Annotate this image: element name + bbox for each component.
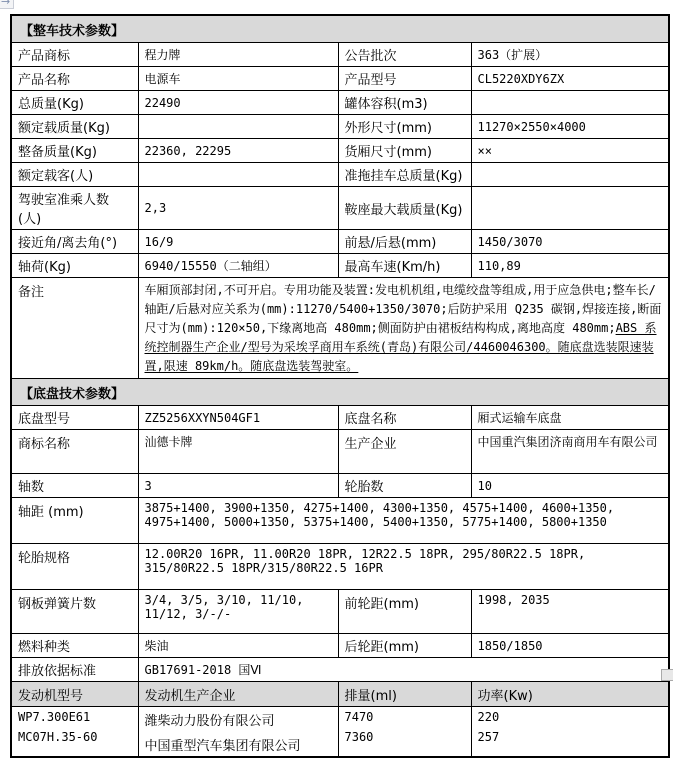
param-value: 22490 — [138, 91, 338, 115]
engine-col-header-displacement: 排量(ml) — [338, 682, 471, 707]
engine-displacement: 7360 — [344, 730, 374, 744]
table-row — [11, 379, 669, 406]
engine-power: 257 — [477, 730, 500, 744]
section-header-vehicle: 【整车技术参数】 — [11, 15, 669, 43]
spec-sheet — [10, 14, 670, 758]
param-value: 厢式运输车底盘 — [471, 406, 669, 430]
param-label: 燃料种类 — [11, 634, 138, 658]
param-value: 电源车 — [138, 67, 338, 91]
engine-data-rows — [11, 707, 669, 758]
remark-text — [138, 278, 669, 379]
param-value: 22360, 22295 — [138, 139, 338, 163]
table-row — [11, 163, 669, 187]
param-value — [138, 115, 338, 139]
param-label: 公告批次 — [338, 43, 471, 67]
param-label: 排放依据标准 — [11, 658, 138, 682]
remark-text-underlined: ABS 系统控制器生产企业/型号为采埃孚商用车系统(青岛)有限公司/4460046300。随底盘选装限速装置,限速 89km/h。随底盘选装驾驶室。 — [144, 321, 657, 373]
param-value: 中国重汽集团济南商用车有限公司 — [471, 430, 669, 474]
table-row — [11, 187, 669, 230]
engine-model-cell — [11, 707, 138, 758]
param-value: 110,89 — [471, 254, 669, 278]
param-value: 12.00R20 16PR, 11.00R20 18PR, 12R22.5 18PR, 295/80R22.5 18PR, 315/80R22.5 18PR/315/80R22.5 16PR — [138, 544, 669, 590]
table-row — [11, 139, 669, 163]
param-value: ×× — [471, 139, 669, 163]
param-label: 货厢尺寸(mm) — [338, 139, 471, 163]
param-value: 3 — [138, 474, 338, 498]
table-row — [11, 43, 669, 67]
param-value: 3875+1400, 3900+1350, 4275+1400, 4300+1350, 4575+1400, 4600+1350, 4975+1400, 5000+1350, 5375+1400, 5400+1350, 5775+1400, 5800+1350 — [138, 498, 669, 544]
param-label: 整备质量(Kg) — [11, 139, 138, 163]
engine-maker-cell — [138, 707, 338, 758]
engine-col-header-maker: 发动机生产企业 — [138, 682, 338, 707]
table-row — [11, 406, 669, 430]
param-label: 底盘名称 — [338, 406, 471, 430]
table-row — [11, 230, 669, 254]
engine-col-header-model: 发动机型号 — [11, 682, 138, 707]
param-label: 额定载质量(Kg) — [11, 115, 138, 139]
param-value: ZZ5256XXYN504GF1 — [138, 406, 338, 430]
param-label: 轮胎规格 — [11, 544, 138, 590]
table-row — [11, 67, 669, 91]
table-row — [11, 590, 669, 634]
engine-displacement: 7470 — [344, 710, 374, 724]
param-label: 商标名称 — [11, 430, 138, 474]
engine-power: 220 — [477, 710, 500, 724]
param-label: 钢板弹簧片数 — [11, 590, 138, 634]
param-value: 6940/15550（二轴组） — [138, 254, 338, 278]
table-row — [11, 15, 669, 43]
param-label: 轴距 (mm) — [11, 498, 138, 544]
param-value: 1998, 2035 — [471, 590, 669, 634]
engine-maker: 潍柴动力股份有限公司 — [144, 714, 275, 729]
resize-handle[interactable] — [661, 669, 673, 681]
param-label: 产品型号 — [338, 67, 471, 91]
param-label: 最高车速(Km/h) — [338, 254, 471, 278]
param-label: 驾驶室准乘人数(人) — [11, 187, 138, 230]
param-label: 接近角/离去角(°) — [11, 230, 138, 254]
param-value: CL5220XDY6ZX — [471, 67, 669, 91]
param-label: 前悬/后悬(mm) — [338, 230, 471, 254]
table-row — [11, 430, 669, 474]
table-row — [11, 634, 669, 658]
engine-power-cell — [471, 707, 669, 758]
table-row — [11, 474, 669, 498]
param-label: 额定载客(人) — [11, 163, 138, 187]
cut-off-arrow-icon: → — [0, 0, 14, 9]
param-label: 产品名称 — [11, 67, 138, 91]
engine-displacement-cell — [338, 707, 471, 758]
param-value: 1450/3070 — [471, 230, 669, 254]
table-row — [11, 115, 669, 139]
param-value — [471, 187, 669, 230]
param-value — [138, 163, 338, 187]
param-label: 轴数 — [11, 474, 138, 498]
vehicle-spec-table — [10, 14, 670, 758]
table-row — [11, 91, 669, 115]
param-label: 总质量(Kg) — [11, 91, 138, 115]
table-row — [11, 254, 669, 278]
param-label: 生产企业 — [338, 430, 471, 474]
param-value: 3/4, 3/5, 3/10, 11/10, 11/12, 3/-/- — [138, 590, 338, 634]
remark-text-normal: 车厢顶部封闭,不可开启。专用功能及装置:发电机机组,电缆绞盘等组成,用于应急供电;整车长/轴距/后悬对应关系为(mm):11270/5400+1350/3070;后防护采用 Q235 碳钢,焊接连接,断面尺寸为(mm):120×50,下缘离地高 480mm;侧面防护由裙板结构构成,离地高度 480mm; — [144, 283, 662, 335]
param-label: 罐体容积(m3) — [338, 91, 471, 115]
section-header-chassis: 【底盘技术参数】 — [11, 379, 669, 406]
param-value: 程力牌 — [138, 43, 338, 67]
param-label: 前轮距(mm) — [338, 590, 471, 634]
engine-col-header-power: 功率(Kw) — [471, 682, 669, 707]
param-label: 底盘型号 — [11, 406, 138, 430]
param-value: 1850/1850 — [471, 634, 669, 658]
param-value — [471, 91, 669, 115]
param-value: 汕德卡牌 — [138, 430, 338, 474]
engine-maker: 中国重型汽车集团有限公司 — [144, 739, 301, 754]
remark-label: 备注 — [11, 278, 138, 379]
param-value: 2,3 — [138, 187, 338, 230]
remark-row — [11, 278, 669, 379]
wheelbase-row — [11, 498, 669, 544]
param-value — [471, 163, 669, 187]
param-label: 后轮距(mm) — [338, 634, 471, 658]
param-value: 363（扩展） — [471, 43, 669, 67]
param-value: 柴油 — [138, 634, 338, 658]
param-label: 准拖挂车总质量(Kg) — [338, 163, 471, 187]
engine-header-row — [11, 682, 669, 707]
param-label: 外形尺寸(mm) — [338, 115, 471, 139]
param-label: 产品商标 — [11, 43, 138, 67]
param-label: 轮胎数 — [338, 474, 471, 498]
engine-model: WP7.300E61 — [18, 710, 91, 724]
param-value: GB17691-2018 国Ⅵ — [138, 658, 669, 682]
param-value: 10 — [471, 474, 669, 498]
param-label: 鞍座最大载质量(Kg) — [338, 187, 471, 230]
engine-model: MC07H.35-60 — [18, 730, 98, 744]
param-label: 轴荷(Kg) — [11, 254, 138, 278]
param-value: 16/9 — [138, 230, 338, 254]
tire-spec-row — [11, 544, 669, 590]
param-value: 11270×2550×4000 — [471, 115, 669, 139]
